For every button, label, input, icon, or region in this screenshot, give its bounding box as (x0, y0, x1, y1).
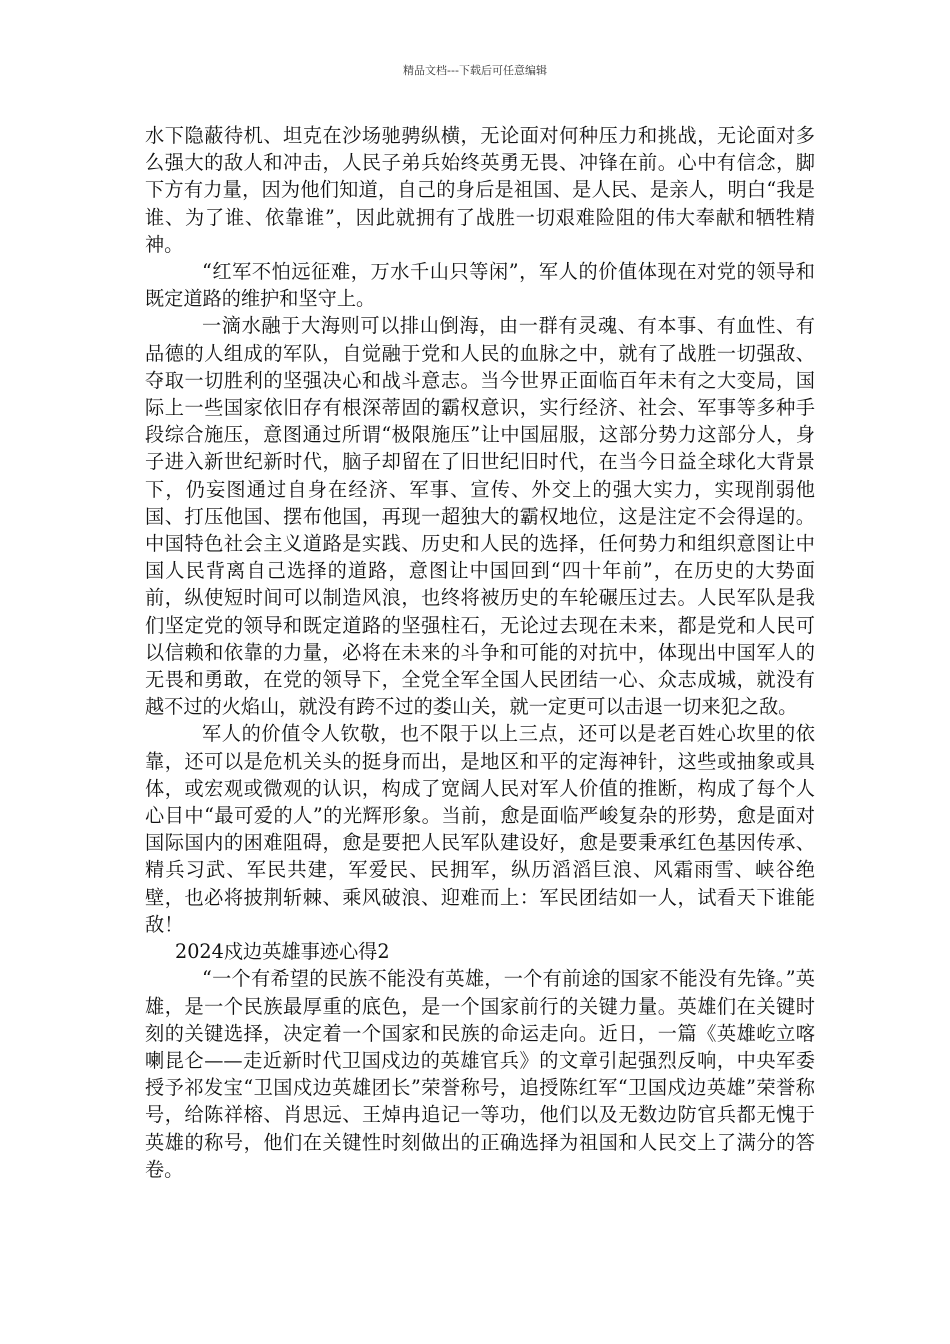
document-body (145, 122, 815, 1183)
section-heading: 2024戍边英雄事迹心得2 (175, 940, 390, 964)
paragraph: “红军不怕远征难，万水千山只等闲”，军人的价值体现在对党的领导和既定道路的维护和坚守上。 (145, 260, 815, 311)
paragraph: 水下隐蔽待机、坦克在沙场驰骋纵横，无论面对何种压力和挑战，无论面对多么强大的敌人和冲击，人民子弟兵始终英勇无畏、冲锋在前。心中有信念，脚下方有力量，因为他们知道，自己的身后是祖国、是人民、是亲人，明白“我是谁、为了谁、依靠谁”，因此就拥有了战胜一切艰难险阻的伟大奉献和牺牲精神。 (145, 124, 815, 256)
paragraph: “一个有希望的民族不能没有英雄，一个有前途的国家不能没有先锋。”英雄，是一个民族最厚重的底色，是一个国家前行的关键力量。英雄们在关键时刻的关键选择，决定着一个国家和民族的命运走向。近日，一篇《英雄屹立喀喇昆仑——走近新时代卫国戍边的英雄官兵》的文章引起强烈反响，中央军委授予祁发宝“卫国戍边英雄团长”荣誉称号，追授陈红军“卫国戍边英雄”荣誉称号，给陈祥榕、肖思远、王焯冉追记一等功，他们以及无数边防官兵都无愧于英雄的称号，他们在关键性时刻做出的正确选择为祖国和人民交上了满分的答卷。 (145, 967, 815, 1181)
page-header: 精品文档---下载后可任意编辑 (403, 64, 547, 77)
paragraph: 一滴水融于大海则可以排山倒海，由一群有灵魂、有本事、有血性、有品德的人组成的军队，自觉融于党和人民的血脉之中，就有了战胜一切强敌、夺取一切胜利的坚强决心和战斗意志。当今世界正面临百年未有之大变局，国际上一些国家依旧存有根深蒂固的霸权意识，实行经济、社会、军事等多种手段综合施压，意图通过所谓“极限施压”让中国屈服，这部分势力这部分人，身子进入新世纪新时代，脑子却留在了旧世纪旧时代，在当今日益全球化大背景下，仍妄图通过自身在经济、军事、宣传、外交上的强大实力，实现削弱他国、打压他国、摆布他国，再现一超独大的霸权地位，这是注定不会得逞的。中国特色社会主义道路是实践、历史和人民的选择，任何势力和组织意图让中国人民背离自己选择的道路，意图让中国回到“四十年前”，在历史的大势面前，纵使短时间可以制造风浪，也终将被历史的车轮碾压过去。人民军队是我们坚定党的领导和既定道路的坚强柱石，无论过去现在未来，都是党和人民可以信赖和依靠的力量，必将在未来的斗争和可能的对抗中，体现出中国军人的无畏和勇敢，在党的领导下，全党全军全国人民团结一心、众志成城，就没有越不过的火焰山，就没有跨不过的娄山关，就一定更可以击退一切来犯之敌。 (145, 314, 815, 719)
paragraph: 军人的价值令人钦敬，也不限于以上三点，还可以是老百姓心坎里的依靠，还可以是危机关头的挺身而出，是地区和平的定海神针，这些或抽象或具体，或宏观或微观的认识，构成了宽阔人民对军人价值的推断，构成了每个人心目中“最可爱的人”的光辉形象。当前，愈是面临严峻复杂的形势，愈是面对国际国内的困难阻碍，愈是要把人民军队建设好，愈是要秉承红色基因传承、精兵习武、军民共建，军爱民、民拥军，纵历滔滔巨浪、风霜雨雪、峡谷绝壁，也必将披荆斩棘、乘风破浪、迎难而上：军民团结如一人，试看天下谁能敌！ (145, 722, 815, 936)
